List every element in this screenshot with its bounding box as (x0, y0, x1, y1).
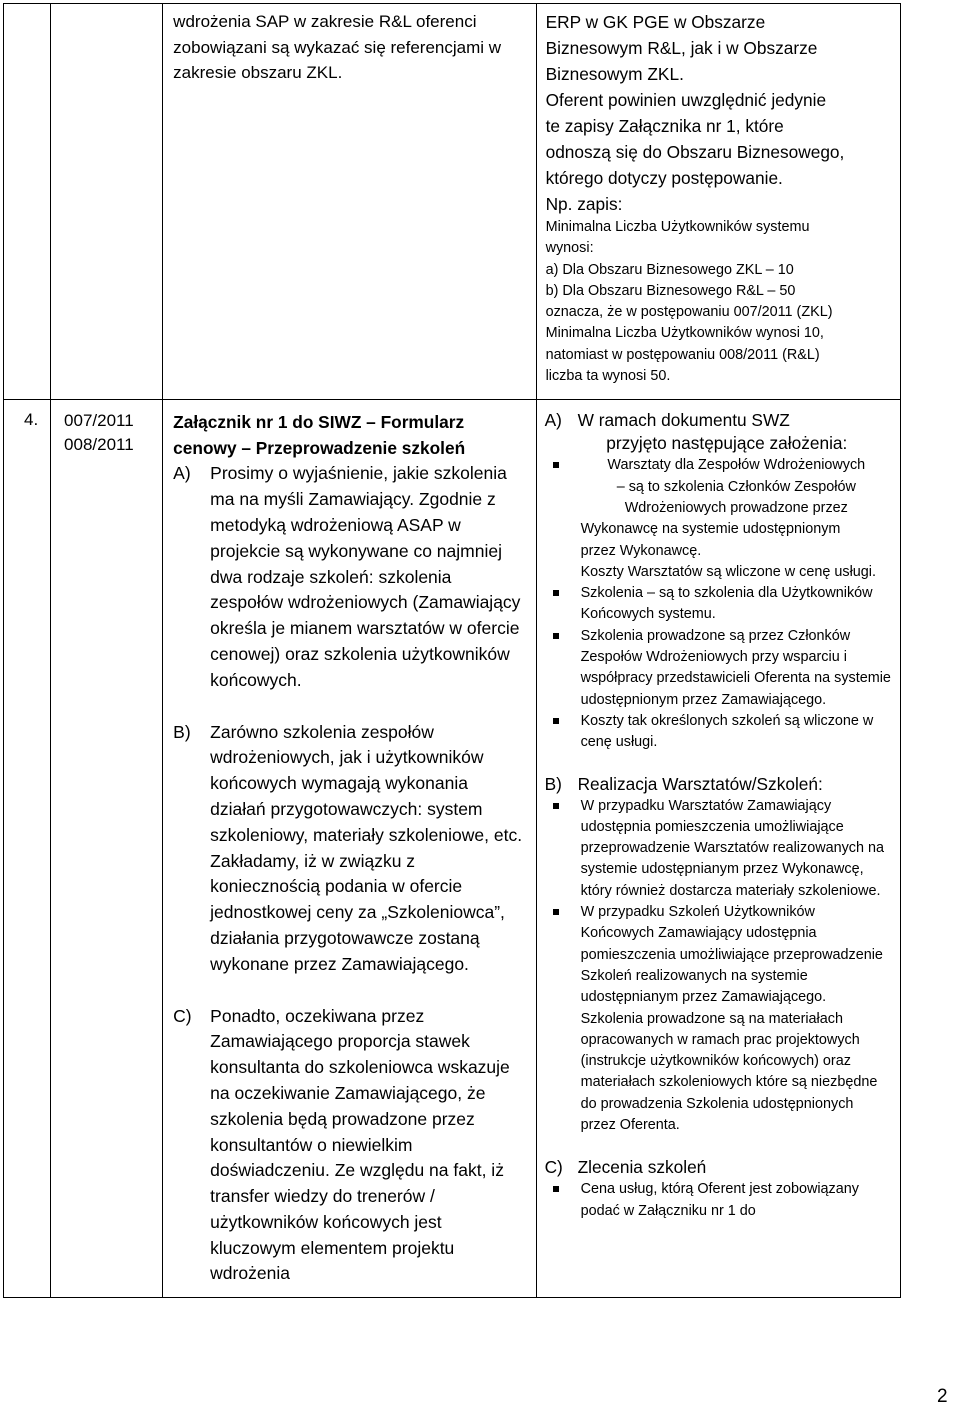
question-body (163, 400, 535, 1297)
section-label: C) (544, 1157, 563, 1178)
item-label: A) (173, 463, 191, 484)
bullet-square-icon (553, 718, 559, 724)
section-label: A) (544, 410, 562, 431)
answer-line: Oferent powinien uwzględnić jedynie (545, 90, 827, 110)
row-number-cell (4, 4, 51, 400)
example-line: natomiast w postępowaniu 008/2011 (R&L) (545, 346, 820, 363)
answer-section-a (545, 409, 892, 455)
bullet-list (545, 796, 892, 1137)
bullet-text-line: – są to szkolenia Członków Zespołów (616, 478, 856, 495)
bullet-text: Szkolenia – są to szkolenia dla Użytkowników Końcowych systemu. (580, 585, 873, 623)
answer-line: odnoszą się do Obszaru Biznesowego, (545, 142, 845, 162)
bullet-text: Szkolenia prowadzone są przez Członków Zespołów Wdrożeniowych przy wsparciu i współpracy przedstawicieli Oferenta na systemie udostępnionym przez Zamawiającego. (580, 627, 891, 708)
question-item (173, 720, 527, 978)
answer-cell (536, 4, 900, 400)
table-row (4, 400, 901, 1298)
case-ref: 007/2011 (64, 411, 134, 431)
bullet-text: Warsztaty dla Zespołów Wdrożeniowych (607, 457, 866, 474)
section-subtitle: przyjęto następujące założenia: (606, 433, 848, 454)
list-item (545, 711, 892, 754)
section-title: Realizacja Warsztatów/Szkoleń: (577, 773, 823, 794)
list-item (545, 902, 892, 1136)
row-ref-cell (51, 400, 163, 1298)
bullet-square-icon (553, 462, 559, 468)
question-title: Załącznik nr 1 do SIWZ – Formularz cenowy – Przeprowadzenie szkoleń (173, 412, 466, 459)
question-item (173, 461, 527, 693)
answer-line: ERP w GK PGE w Obszarze (545, 12, 766, 32)
list-item (545, 1179, 892, 1222)
section-title: W ramach dokumentu SWZ (577, 410, 790, 431)
answer-line: Biznesowym ZKL. (545, 64, 684, 84)
answer-section-c (545, 1156, 892, 1179)
clarifications-table (3, 3, 901, 1298)
item-text: Prosimy o wyjaśnienie, jakie szkolenia ma na myśli Zamawiający. Zgodnie z metodyką wdrożeniową ASAP w projekcie są wykonywane co najmniej dwa rodzaje szkoleń: szkolenia zespołów wdrożeniowych (Zamawiający określa je mianem warsztatów w ofercie cenowej) oraz szkolenia użytkowników końcowych. (210, 463, 521, 690)
answer-line: te zapisy Załącznika nr 1, które (545, 116, 784, 136)
list-item (545, 455, 892, 583)
question-item (173, 1004, 527, 1288)
answer-line: którego dotyczy postępowanie. (545, 168, 783, 188)
row-number: 4. (24, 410, 39, 430)
answer-text (537, 4, 900, 217)
example-line: Minimalna Liczba Użytkowników systemu (545, 219, 810, 235)
example-line: a) Dla Obszaru Biznesowego ZKL – 10 (545, 261, 794, 278)
bullet-list (545, 1179, 892, 1222)
answer-example (537, 217, 900, 399)
case-ref: 008/2011 (64, 435, 134, 455)
question-text: wdrożenia SAP w zakresie R&L oferenci zobowiązani są wykazać się referencjami w zakresie obszaru ZKL. (173, 12, 502, 82)
example-line: oznacza, że w postępowaniu 007/2011 (ZKL) (545, 304, 833, 321)
item-label: B) (173, 721, 191, 742)
example-line: wynosi: (545, 240, 594, 257)
item-text: Zarówno szkolenia zespołów wdrożeniowych, jak i użytkowników końcowych wymagają wykonania działań przygotowawczych: system szkoleniowy, materiały szkoleniowe, etc. Zakładamy, iż w związku z koniecznością podania w ofercie jednostkowej ceny za „Szkoleniowca”, działania przygotowawcze zostaną wykonane przez Zamawiającego. (210, 721, 523, 974)
bullet-note: Koszty Warsztatów są wliczone w cenę usługi. (580, 563, 876, 580)
list-item (545, 626, 892, 711)
bullet-square-icon (553, 909, 559, 915)
answer-line: Np. zapis: (545, 194, 623, 214)
answer-cell (536, 400, 900, 1298)
bullet-text: W przypadku Warsztatów Zamawiający udostępnia pomieszczenia umożliwiające przeprowadzenie Warsztatów realizowanych na systemie udostępnianym przez Wykonawcę, który również dostarcza materiały szkoleniowe. (580, 797, 884, 899)
bullet-text: Cena usług, którą Oferent jest zobowiązany podać w Załączniku nr 1 do (580, 1181, 859, 1219)
bullet-text: Koszty tak określonych szkoleń są wliczone w cenę usługi. (580, 712, 874, 751)
question-cell (163, 400, 536, 1298)
bullet-text-line: przez Wykonawcę. (580, 542, 702, 559)
table-row (4, 4, 901, 400)
bullet-list (545, 455, 892, 753)
list-item (545, 583, 892, 626)
bullet-text-line: Wdrożeniowych prowadzone przez (624, 499, 848, 516)
bullet-square-icon (553, 803, 559, 809)
example-line: b) Dla Obszaru Biznesowego R&L – 50 (545, 282, 796, 299)
bullet-text-line: Wykonawcę na systemie udostępnionym (580, 521, 841, 538)
example-line: Minimalna Liczba Użytkowników wynosi 10, (545, 325, 824, 342)
section-label: B) (544, 773, 562, 794)
row-number-cell (4, 400, 51, 1298)
bullet-square-icon (553, 590, 559, 596)
answer-body (537, 400, 900, 1222)
answer-line: Biznesowym R&L, jak i w Obszarze (545, 38, 818, 58)
item-text: Ponadto, oczekiwana przez Zamawiającego proporcja stawek konsultanta do szkoleniowca wskazuje na oczekiwanie Zamawiającego, że szkolenia będą prowadzone przez konsultantów o niewielkim doświadczeniu. Ze względu na fakt, iż transfer wiedzy do trenerów / użytkowników końcowych jest kluczowym elementem projektu wdrożenia (210, 1005, 510, 1284)
answer-section-b (545, 773, 892, 796)
item-label: C) (173, 1005, 192, 1026)
example-line: liczba ta wynosi 50. (545, 368, 671, 385)
bullet-square-icon (553, 1186, 559, 1192)
page-number: 2 (937, 1386, 948, 1407)
row-ref-cell (51, 4, 163, 400)
case-references (51, 400, 162, 457)
bullet-text: W przypadku Szkoleń Użytkowników Końcowych Zamawiający udostępnia pomieszczenia umożliwiające przeprowadzenie Szkoleń realizowanych na systemie udostępnianym przez Zamawiającego. Szkolenia prowadzone są na materiałach opracowanych w ramach prac projektowych (instrukcje użytkowników końcowych) oraz materiałach szkoleniowych które są niezbędne do prowadzenia Szkolenia udostępnionych przez Oferenta. (580, 904, 883, 1133)
bullet-square-icon (553, 633, 559, 639)
list-item (545, 796, 892, 902)
question-cell (163, 4, 536, 400)
section-title: Zlecenia szkoleń (577, 1157, 707, 1178)
